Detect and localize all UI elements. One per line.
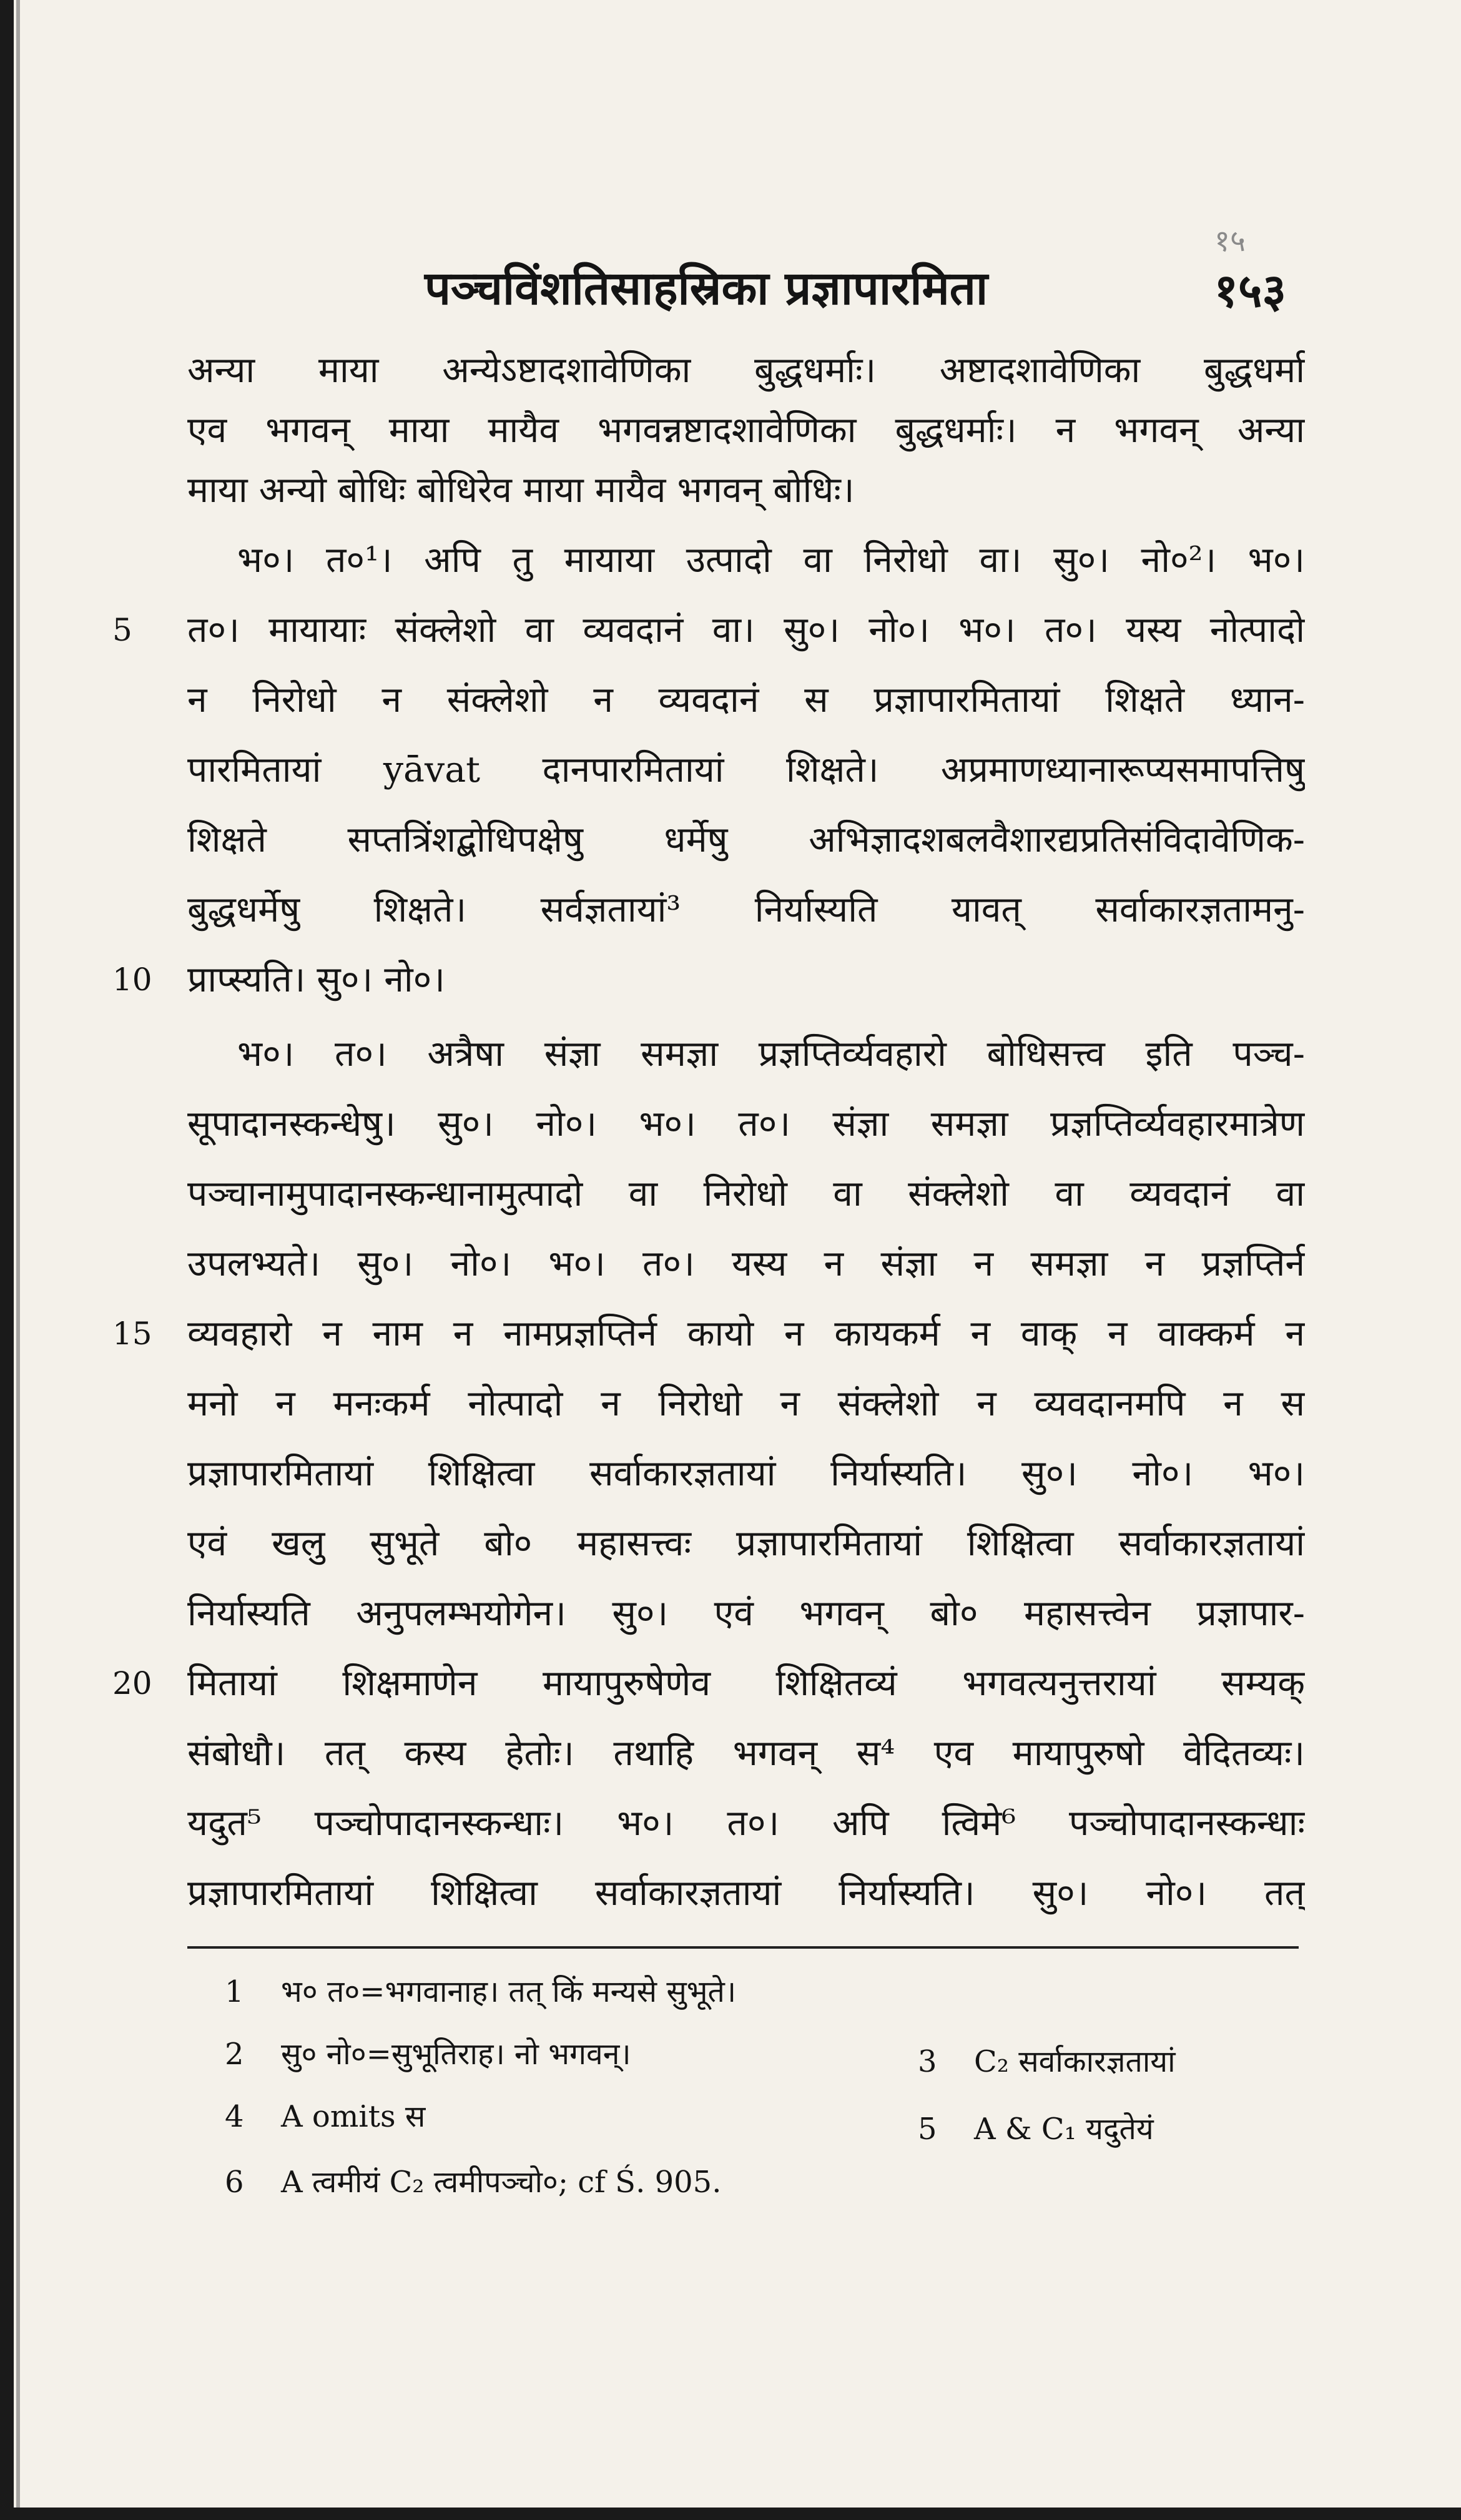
- text-line: मनो न मनःकर्म नोत्पादो न निरोधो न संक्लेशो न व्यवदानमपि न स: [187, 1383, 1305, 1424]
- line-number: [112, 670, 175, 730]
- text-line: निर्यास्यति अनुपलम्भयोगेन। सु०। एवं भगवन् बो० महासत्त्वेन प्रज्ञापार-: [187, 1593, 1305, 1634]
- text-line: शिक्षते सप्तत्रिंशद्बोधिपक्षेषु धर्मेषु अभिज्ञादशबलवैशारद्यप्रतिसंविदावेणिक-: [187, 819, 1305, 860]
- line-number: [112, 1164, 175, 1224]
- line-number: 20: [112, 1665, 152, 1701]
- footnote: [225, 2092, 425, 2142]
- line-number: [112, 1863, 175, 1923]
- text-line: न निरोधो न संक्लेशो न व्यवदानं स प्रज्ञापारमितायां शिक्षते ध्यान-: [187, 679, 1305, 721]
- line-number: [112, 1094, 175, 1154]
- text-line: उपलभ्यते। सु०। नो०। भ०। त०। यस्य न संज्ञा न समज्ञा न प्रज्ञप्तिर्न: [187, 1243, 1305, 1284]
- text-line: माया अन्यो बोधिः बोधिरेव माया मायैव भगवन् बोधिः।: [187, 470, 855, 511]
- text-line: प्राप्स्यति। सु०। नो०।: [187, 959, 445, 1000]
- line-number: [112, 1513, 175, 1573]
- line-number: [112, 1583, 175, 1643]
- text-line: व्यवहारो न नाम न नामप्रज्ञप्तिर्न कायो न कायकर्म न वाक् न वाक्कर्म न: [187, 1313, 1305, 1354]
- running-title: पञ्चविंशतिसाहस्रिका प्रज्ञापारमिता: [425, 262, 988, 315]
- text-line: बुद्धधर्मेषु शिक्षते। सर्वज्ञतायां³ निर्यास्यति यावत् सर्वाकारज्ञतामनु-: [187, 889, 1305, 930]
- line-number: [112, 740, 175, 800]
- line-number: [112, 460, 175, 520]
- text-line: भ०। त०¹। अपि तु मायाया उत्पादो वा निरोधो वा। सु०। नो०²। भ०।: [237, 539, 1305, 581]
- footnote-number: 2: [225, 2037, 244, 2072]
- line-number: [112, 1024, 175, 1084]
- text-line: प्रज्ञापारमितायां शिक्षित्वा सर्वाकारज्ञतायां निर्यास्यति। सु०। नो०। भ०।: [187, 1453, 1305, 1494]
- line-number: [112, 530, 175, 590]
- page-number: १५३: [1214, 264, 1286, 318]
- text-line: सूपादानस्कन्धेषु। सु०। नो०। भ०। त०। संज्ञा समज्ञा प्रज्ञप्तिर्व्यवहारमात्रेण: [187, 1103, 1305, 1144]
- footnote-number: 4: [225, 2099, 244, 2134]
- footnote-number: 1: [225, 1974, 244, 2009]
- book-spine-edge: [16, 0, 20, 2520]
- footnote: [225, 2157, 721, 2207]
- footnote-number: 5: [918, 2112, 937, 2147]
- text-line: संबोधौ। तत् कस्य हेतोः। तथाहि भगवन् स⁴ एव मायापुरुषो वेदितव्यः।: [187, 1733, 1305, 1774]
- line-number: [112, 1234, 175, 1294]
- page-header: [187, 255, 1286, 323]
- text-line: मितायां शिक्षमाणेन मायापुरुषेणेव शिक्षितव्यं भगवत्यनुत्तरायां सम्यक्: [187, 1663, 1305, 1704]
- line-number: 5: [112, 612, 132, 648]
- footnote-text: A त्वमीयं C₂ त्वमीपञ्चो०; cf Ś. 905.: [281, 2165, 722, 2200]
- footnote-number: 3: [918, 2044, 937, 2079]
- footnote-text: सु० नो०=सुभूतिराह। नो भगवन्।: [281, 2037, 631, 2072]
- text-line: एवं खलु सुभूते बो० महासत्त्वः प्रज्ञापारमितायां शिक्षित्वा सर्वाकारज्ञतायां: [187, 1523, 1305, 1564]
- text-line: एव भगवन् माया मायैव भगवन्नष्टादशावेणिका बुद्धधर्माः। न भगवन् अन्या: [187, 410, 1305, 451]
- page-bottom-edge: [0, 2508, 1461, 2520]
- footnote: [225, 1967, 736, 2017]
- line-number: [112, 810, 175, 870]
- text-line: पारमितायां yāvat दानपारमितायां शिक्षते। अप्रमाणध्यानारूप्यसमापत्तिषु: [187, 749, 1305, 790]
- line-number: [112, 1723, 175, 1783]
- footnote: [918, 2104, 1154, 2154]
- footnote-divider: [187, 1946, 1299, 1949]
- footnote-text: C₂ सर्वाकारज्ञतायां: [974, 2044, 1176, 2079]
- line-number: [112, 1793, 175, 1853]
- footnote-text: A & C₁ यदुतेयं: [974, 2112, 1154, 2147]
- book-spine-shadow: [0, 0, 14, 2520]
- text-line: यदुत⁵ पञ्चोपादानस्कन्धाः। भ०। त०। अपि त्विमे⁶ पञ्चोपादानस्कन्धाः: [187, 1803, 1305, 1844]
- line-number: 15: [112, 1316, 152, 1352]
- footnote: [918, 2037, 1176, 2087]
- line-number: [112, 880, 175, 940]
- footnote-number: 6: [225, 2165, 244, 2200]
- text-line: प्रज्ञापारमितायां शिक्षित्वा सर्वाकारज्ञतायां निर्यास्यति। सु०। नो०। तत्: [187, 1873, 1305, 1914]
- footnote-text: A omits स: [281, 2099, 426, 2134]
- line-number: [112, 1444, 175, 1504]
- line-number: 10: [112, 962, 152, 998]
- line-number: [112, 340, 175, 400]
- text-line: अन्या माया अन्येऽष्टादशावेणिका बुद्धधर्माः। अष्टादशावेणिका बुद्धधर्मा: [187, 350, 1305, 391]
- footnote: [225, 2029, 631, 2079]
- text-line: भ०। त०। अत्रैषा संज्ञा समज्ञा प्रज्ञप्तिर्व्यवहारो बोधिसत्त्व इति पञ्च-: [237, 1033, 1305, 1075]
- line-number: [112, 400, 175, 460]
- line-number: [112, 1374, 175, 1434]
- text-line: पञ्चानामुपादानस्कन्धानामुत्पादो वा निरोधो वा संक्लेशो वा व्यवदानं वा: [187, 1173, 1305, 1214]
- pencil-annotation: १५: [1214, 224, 1246, 258]
- text-line: त०। मायायाः संक्लेशो वा व्यवदानं वा। सु०। नो०। भ०। त०। यस्य नोत्पादो: [187, 609, 1305, 651]
- footnote-text: भ० त०=भगवानाह। तत् किं मन्यसे सुभूते।: [281, 1974, 737, 2009]
